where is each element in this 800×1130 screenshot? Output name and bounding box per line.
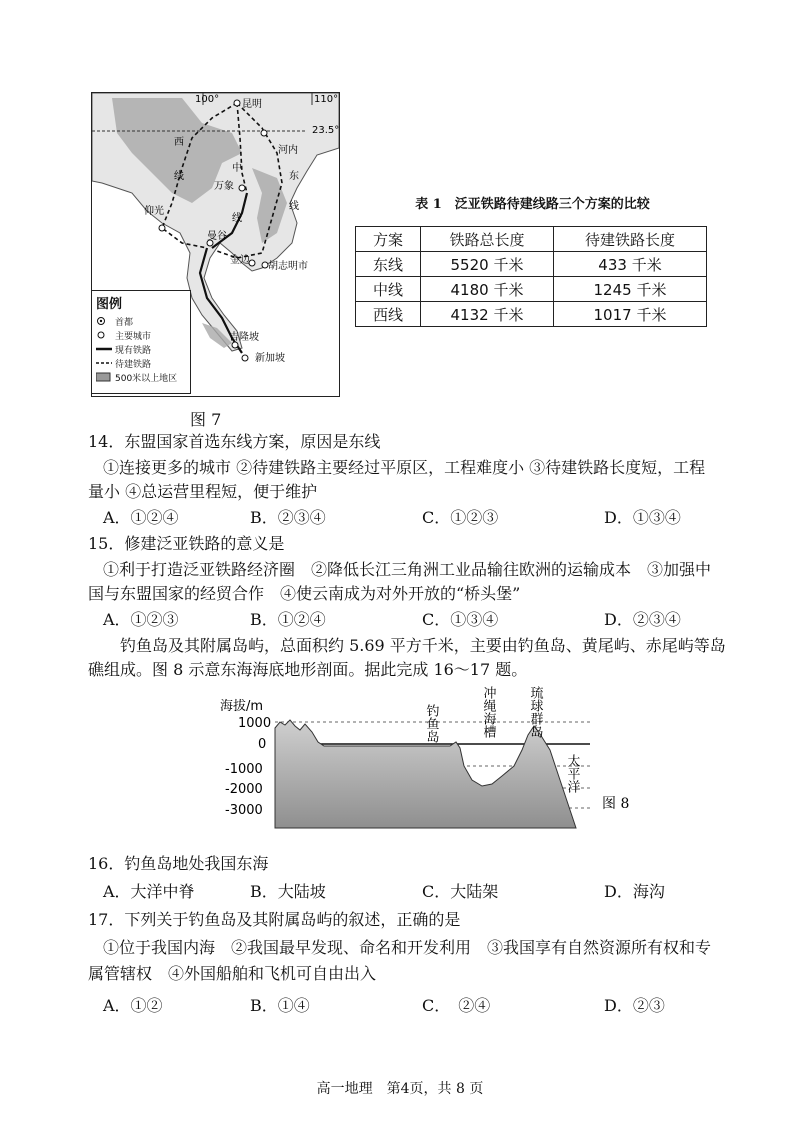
figure7-caption: 图 7 <box>190 410 222 429</box>
highland-icon <box>96 372 112 382</box>
legend-planned-rail <box>96 356 186 370</box>
ytick-1000: 1000 <box>238 716 272 731</box>
q14-option-b[interactable]: B．②③④ <box>250 508 326 527</box>
label-okinawa-trough: 冲绳海槽 <box>480 686 496 738</box>
label-dong: 东 <box>289 171 299 182</box>
city-icon <box>96 330 112 340</box>
q16-option-a[interactable]: A．大洋中脊 <box>103 882 195 901</box>
page-footer: 高一地理 第4页，共 8 页 <box>316 1081 484 1097</box>
q15-line1: ①利于打造泛亚铁路经济圈 ②降低长江三角洲工业品输往欧洲的运输成本 ③加强中 <box>103 560 712 579</box>
label-zhong: 中 <box>232 163 242 174</box>
label-lon110: 110° <box>314 94 339 105</box>
q17-option-c[interactable]: C． ②④ <box>422 996 491 1015</box>
label-kl: 吉隆坡 <box>229 332 259 343</box>
table-header: 待建铁路长度 <box>554 227 707 252</box>
label-phnompenh: 金边 <box>230 255 250 266</box>
label-line-w: 线 <box>174 171 184 182</box>
comparison-table <box>355 226 707 327</box>
ytick-minus2000: -2000 <box>225 782 263 797</box>
label-bangkok: 曼谷 <box>207 231 227 242</box>
seafloor-profile <box>220 680 640 840</box>
ytick-minus3000: -3000 <box>225 803 263 818</box>
table-cell: 1245 千米 <box>554 277 707 302</box>
q17-option-d[interactable]: D．②③ <box>604 996 665 1015</box>
city-hanoi <box>261 130 267 136</box>
table-cell: 4132 千米 <box>421 302 554 327</box>
legend-city-label: 主要城市 <box>115 331 152 342</box>
legend-highland-label: 500米以上地区 <box>115 373 178 384</box>
q14-line2: 量小 ④总运营里程短，便于维护 <box>88 482 318 501</box>
legend-capital <box>96 314 186 328</box>
q15-option-b[interactable]: B．①②④ <box>250 610 326 629</box>
q17-option-a[interactable]: A．①② <box>103 996 163 1015</box>
q15-stem: 15．修建泛亚铁路的意义是 <box>88 534 285 553</box>
table-header: 方案 <box>356 227 421 252</box>
q17-options <box>0 994 800 1018</box>
label-kunming: 昆明 <box>242 99 262 110</box>
table-row <box>356 302 707 327</box>
existing-rail-icon <box>96 344 112 354</box>
label-diaoyu: 钓鱼岛 <box>423 704 439 743</box>
q17-stem: 17．下列关于钓鱼岛及其附属岛屿的叙述，正确的是 <box>88 910 461 929</box>
table-cell: 中线 <box>356 277 421 302</box>
legend-title: 图例 <box>96 297 123 312</box>
city-yangon <box>159 225 165 231</box>
ylabel: 海拔/m <box>220 699 264 714</box>
q17-line1: ①位于我国内海 ②我国最早发现、命名和开发利用 ③我国享有自然资源所有权和专 <box>103 938 712 957</box>
table1-caption: 表 1 泛亚铁路待建线路三个方案的比较 <box>415 197 650 212</box>
legend-planned-label: 待建铁路 <box>115 359 152 370</box>
label-lon100: 100° <box>195 94 220 105</box>
table-header-row <box>356 227 707 252</box>
legend-capital-label: 首都 <box>115 317 134 328</box>
q15-options <box>0 608 800 632</box>
table-cell: 4180 千米 <box>421 277 554 302</box>
q16-stem: 16．钓鱼岛地处我国东海 <box>88 854 269 873</box>
q15-option-c[interactable]: C．①③④ <box>422 610 499 629</box>
intro-line2: 礁组成。图 8 示意东海海底地形剖面。据此完成 16～17 题。 <box>88 660 528 679</box>
label-vientiane: 万象 <box>214 181 234 192</box>
q14-stem: 14．东盟国家首选东线方案，原因是东线 <box>88 432 381 451</box>
city-vientiane <box>239 185 245 191</box>
table-cell: 1017 千米 <box>554 302 707 327</box>
q14-option-a[interactable]: A．①②④ <box>103 508 179 527</box>
city-singapore <box>242 355 248 361</box>
table-cell: 5520 千米 <box>421 252 554 277</box>
label-singapore: 新加坡 <box>255 353 285 364</box>
table-cell: 西线 <box>356 302 421 327</box>
legend-city <box>96 328 186 342</box>
planned-rail-icon <box>96 358 112 368</box>
legend-existing-label: 现有铁路 <box>115 345 152 356</box>
legend-highland <box>96 370 186 384</box>
q16-options <box>0 880 800 904</box>
intro-line1: 钓鱼岛及其附属岛屿，总面积约 5.69 平方千米，主要由钓鱼岛、黄尾屿、赤尾屿等岛 <box>120 636 726 655</box>
label-hanoi: 河内 <box>278 145 298 156</box>
map-legend <box>91 290 191 394</box>
ytick-0: 0 <box>258 737 267 752</box>
table-row <box>356 277 707 302</box>
q17-line2: 属管辖权 ④外国船舶和飞机可自由出入 <box>88 964 377 983</box>
q16-option-d[interactable]: D．海沟 <box>604 882 665 901</box>
table-header: 铁路总长度 <box>421 227 554 252</box>
label-line-z: 线 <box>232 213 242 224</box>
q14-option-c[interactable]: C．①②③ <box>422 508 499 527</box>
q17-option-b[interactable]: B．①④ <box>250 996 310 1015</box>
q14-options <box>0 506 800 530</box>
q16-option-b[interactable]: B．大陆坡 <box>250 882 326 901</box>
figure8-caption: 图 8 <box>602 796 630 812</box>
table-cell: 433 千米 <box>554 252 707 277</box>
capital-icon <box>96 316 112 326</box>
q15-line2: 国与东盟国家的经贸合作 ④使云南成为对外开放的“桥头堡” <box>88 584 521 603</box>
label-line-e: 线 <box>289 201 299 212</box>
table-row <box>356 252 707 277</box>
label-west: 西 <box>174 137 184 148</box>
city-kunming <box>234 100 240 106</box>
label-hcm: 胡志明市 <box>268 261 308 272</box>
label-pacific: 太平洋 <box>564 754 580 793</box>
legend-existing-rail <box>96 342 186 356</box>
label-lat235: 23.5° <box>312 125 339 136</box>
table-cell: 东线 <box>356 252 421 277</box>
q15-option-d[interactable]: D．②③④ <box>604 610 681 629</box>
q14-option-d[interactable]: D．①③④ <box>604 508 681 527</box>
q14-line1: ①连接更多的城市 ②待建铁路主要经过平原区，工程难度小 ③待建铁路长度短，工程 <box>103 458 706 477</box>
q15-option-a[interactable]: A．①②③ <box>103 610 179 629</box>
q16-option-c[interactable]: C．大陆架 <box>422 882 499 901</box>
label-yangon: 仰光 <box>144 206 164 217</box>
ytick-minus1000: -1000 <box>225 762 263 777</box>
label-ryukyu: 琉球群岛 <box>527 686 543 738</box>
